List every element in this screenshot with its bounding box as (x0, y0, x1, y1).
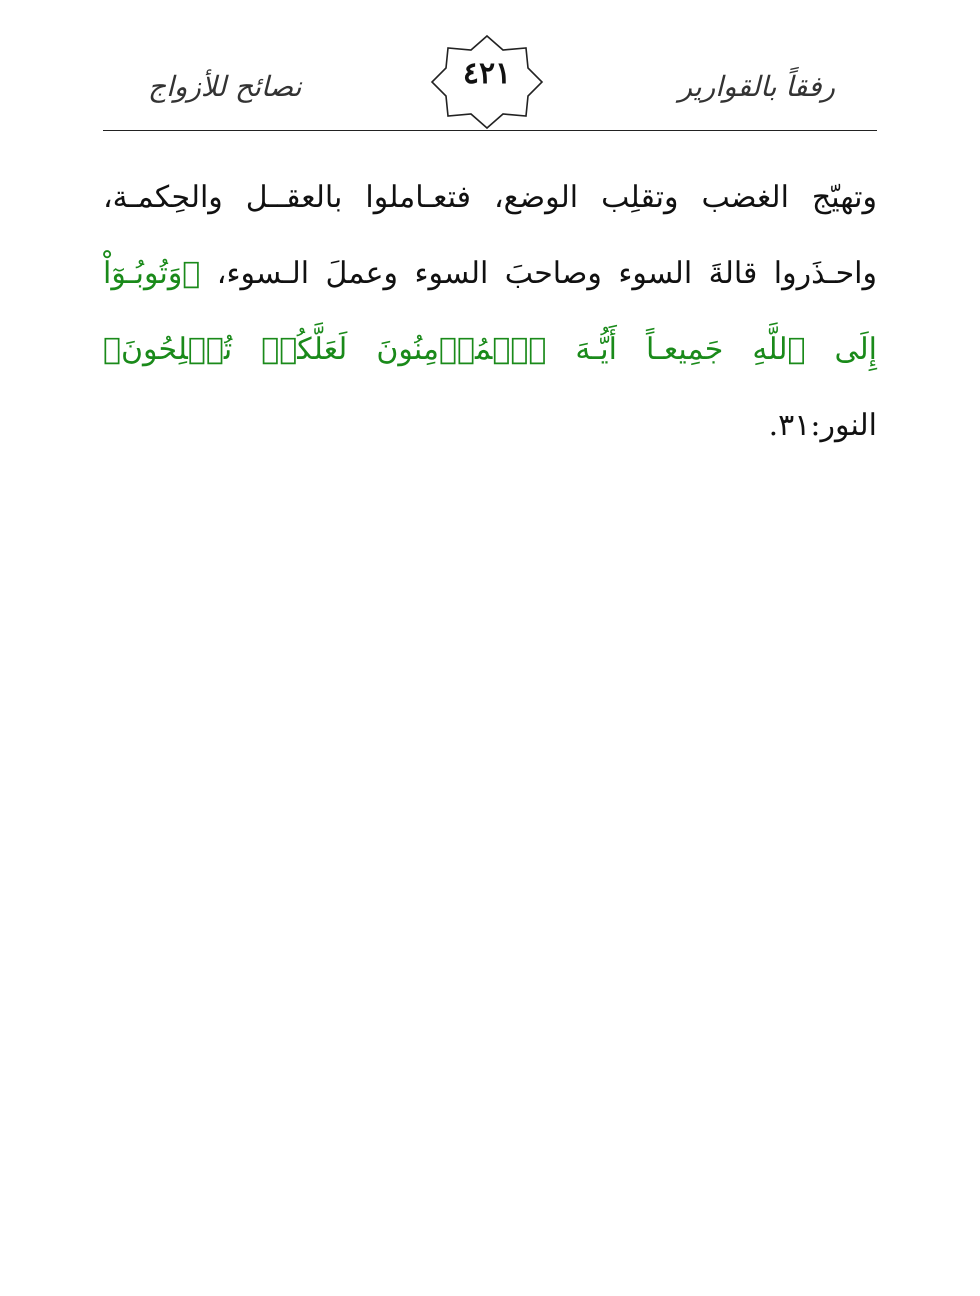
page-header (0, 0, 980, 132)
header-divider (103, 130, 877, 131)
page-number-badge (430, 34, 544, 130)
chapter-title: نصائح للأزواج (148, 70, 302, 103)
body-paragraph (103, 160, 877, 464)
page-number: ٤٢١ (462, 56, 512, 91)
verse-citation: النور:٣١. (768, 408, 877, 443)
paragraph-text: وتهيّج الغضب وتقلِب الوضع، فتعـاملوا بالعقــل والحِكمـة، واحـذَروا قالةَ السوء وصاحبَ السوء وعملَ الـسوء، (103, 180, 877, 291)
quran-verse: ﴿وَتُوبُـوٓاْ إِلَى ٱللَّهِ جَمِيعـاً أَيُّـهَ ٱلۡمُؤۡمِنُونَ لَعَلَّكُمۡ تُفۡلِحُونَ﴾ (103, 256, 877, 367)
book-title: رفقاً بالقوارير (678, 70, 835, 103)
